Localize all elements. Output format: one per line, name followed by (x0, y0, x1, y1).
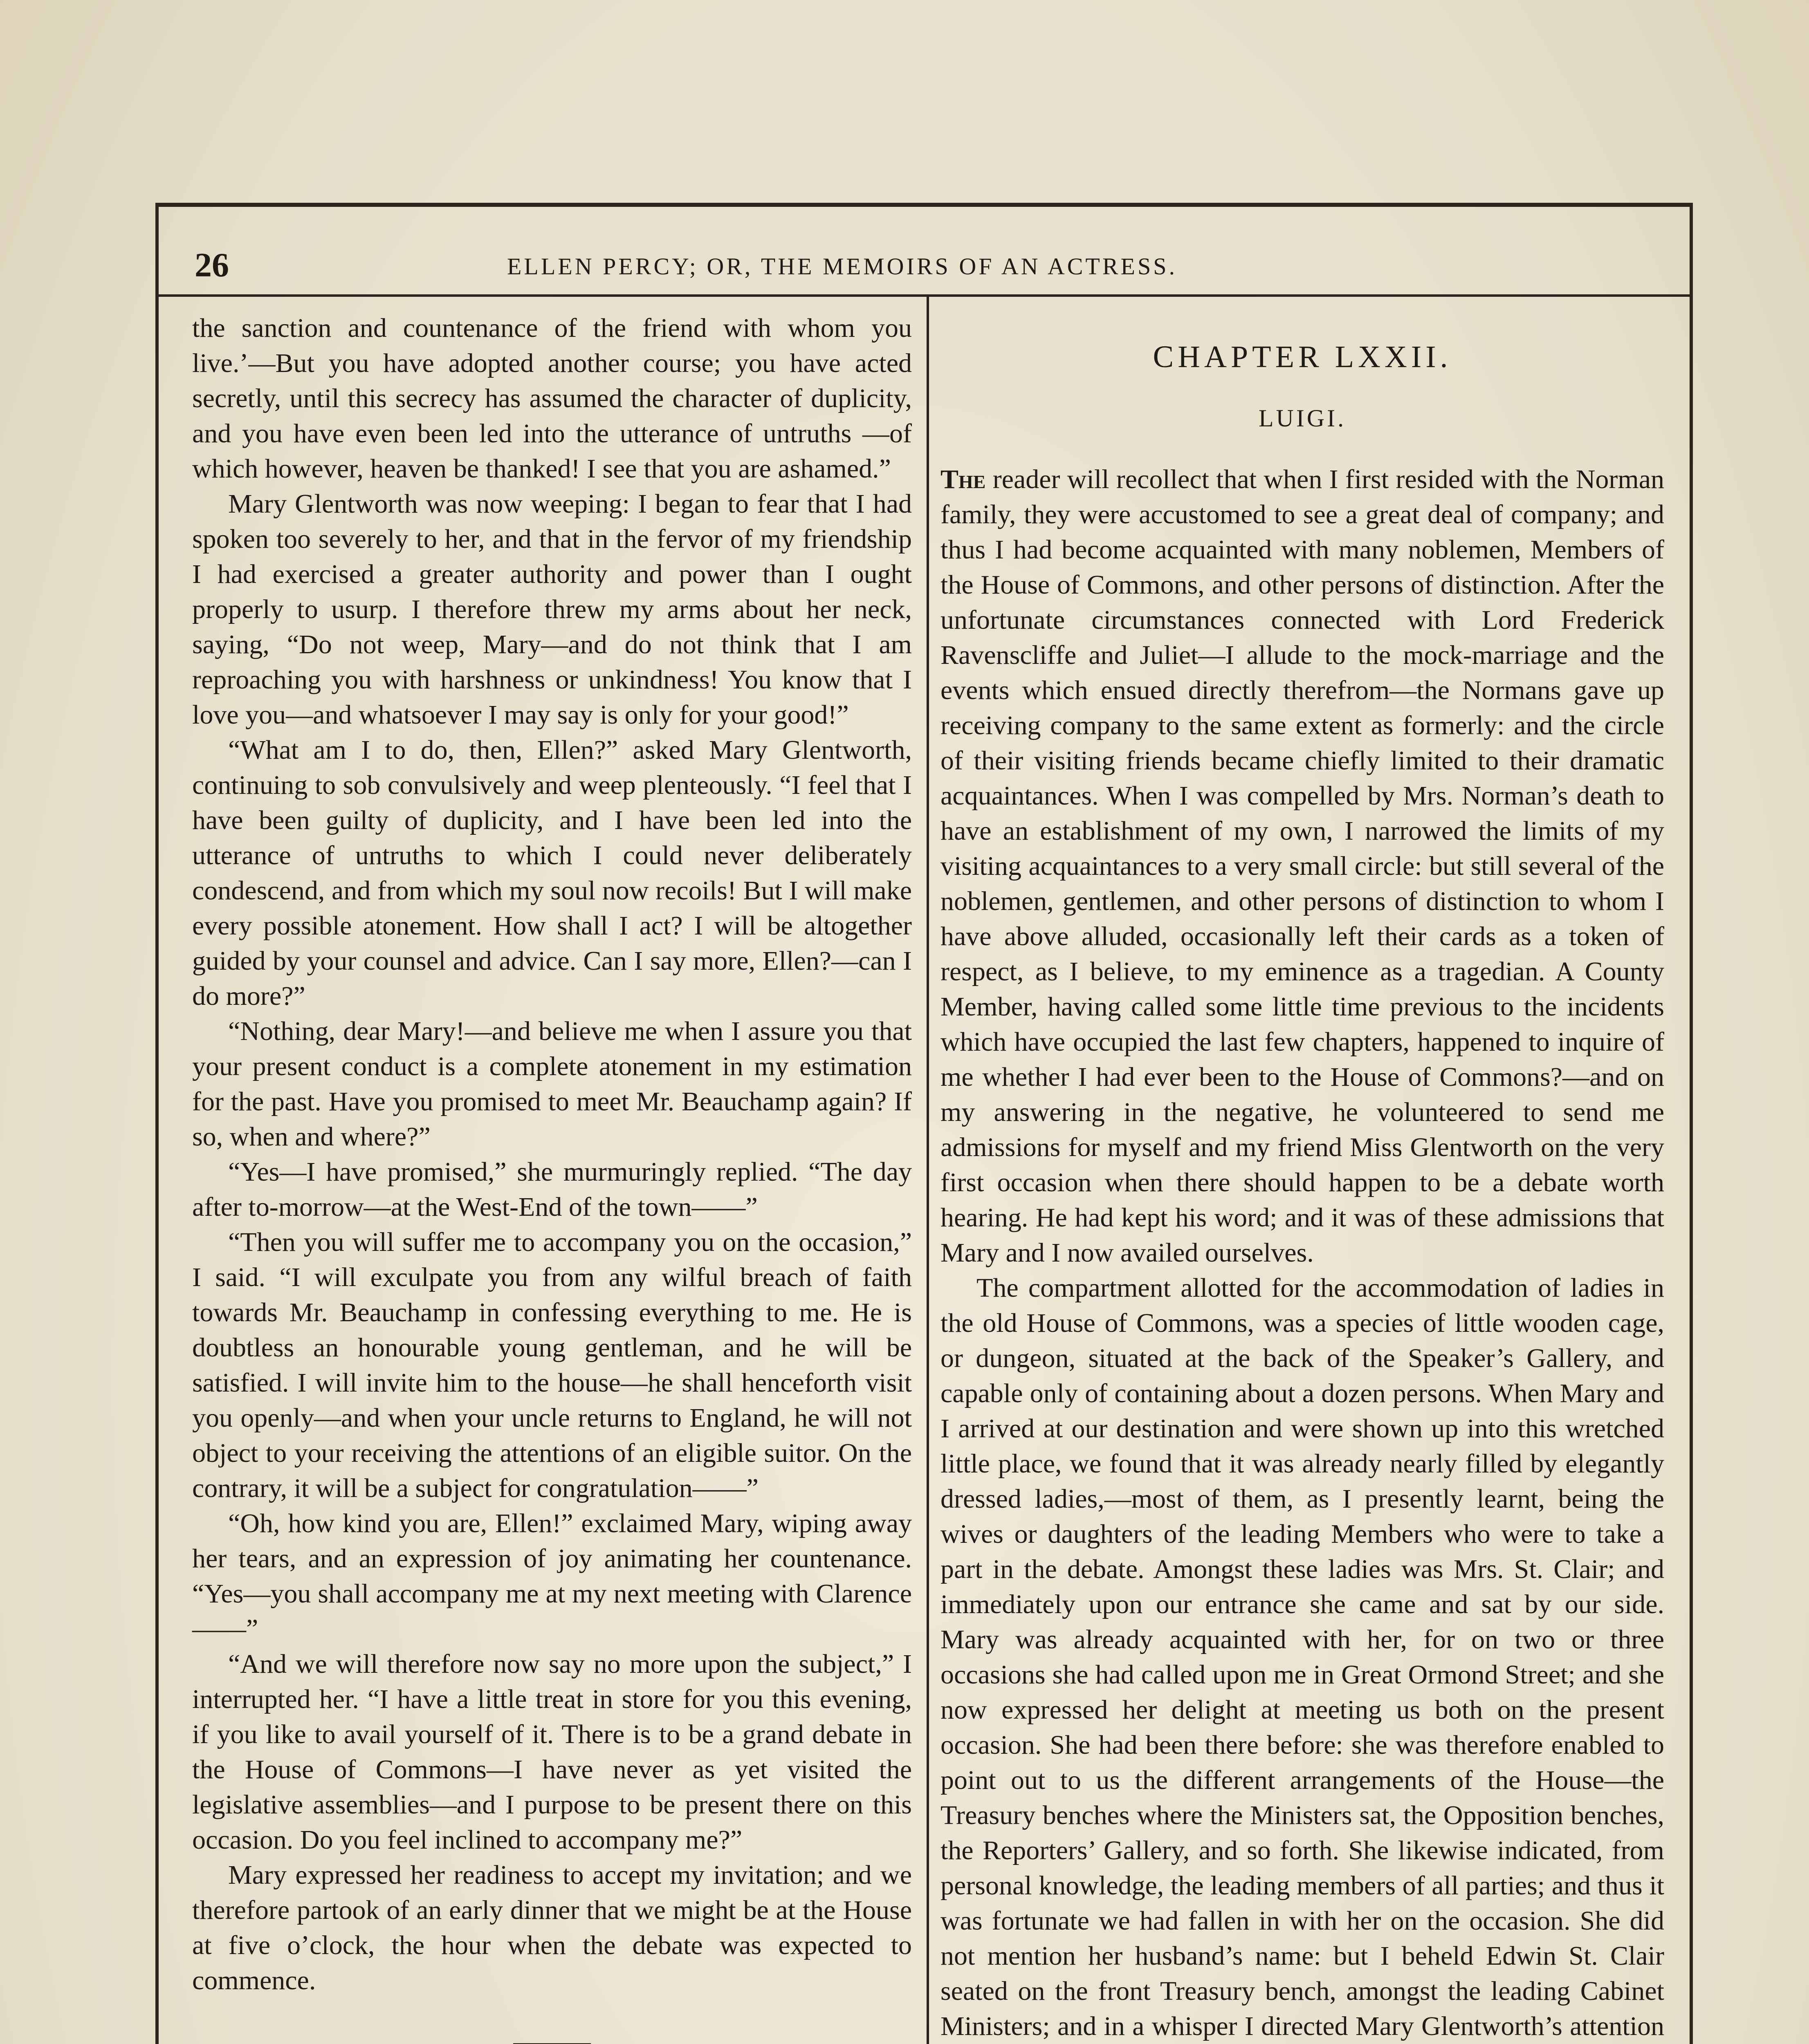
paragraph: “Then you will suffer me to accompany you on the occasion,” I said. “I will exculpate you from any wilful breach of faith towards Mr. Beauchamp in confessing everything to me. He is doubtless an honourable young gentleman, and he will be satisfied. I will invite him to the house—he shall henceforth visit you openly—and when your uncle returns to England, he will not object to your receiving the attentions of an eligible suitor. On the contrary, it will be a subject for congratulation——” (192, 1227, 912, 1503)
chapter-subtitle: LUIGI. (1258, 405, 1347, 432)
page-number: 26 (195, 246, 229, 284)
paragraph: “Oh, how kind you are, Ellen!” exclaimed Mary, wiping away her tears, and an expression of joy animating her countenance. “Yes—you shall accompany me at my next meeting with Clarence——” (192, 1508, 912, 1644)
paragraph: “And we will therefore now say no more upon the subject,” I interrupted her. “I have a little treat in store for you this evening, if you like to avail yourself of it. There is to be a grand debate in the House of Commons—I have never as yet visited the legislative assemblies—and I purpose to be present there on this occasion. Do you feel inclined to accompany me?” (192, 1649, 912, 1855)
right-border-rule (1690, 203, 1693, 2044)
header-rule (155, 294, 1693, 297)
column-divider (927, 297, 929, 2044)
left-border-rule (155, 203, 159, 2044)
paragraph: the sanction and countenance of the friend with whom you live.’—But you have adopted another course; you have acted secretly, until this secrecy has assumed the character of duplicity, and you have even been led into the utterance of untruths —of which however, heaven be thanked! I see that you are ashamed.” (192, 313, 912, 484)
paragraph: “What am I to do, then, Ellen?” asked Mary Glentworth, continuing to sob convulsively and weep plenteously. “I feel that I have been guilty of duplicity, and I have been led into the utterance of untruths to which I could never deliberately condescend, and from which my soul now recoils! But I will make every possible atonement. How shall I act? I will be altogether guided by your counsel and advice. Can I say more, Ellen?—can I do more?” (192, 735, 912, 1011)
right-column (940, 311, 1664, 2044)
running-title: ELLEN PERCY; OR, THE MEMOIRS OF AN ACTRESS. (507, 253, 1177, 280)
chapter-title: CHAPTER LXXII. (1153, 340, 1452, 374)
paragraph (940, 462, 1664, 1271)
paragraph: “Nothing, dear Mary!—and believe me when I assure you that your present conduct is a complete atonement in my estimation for the past. Have you promised to meet Mr. Beauchamp again? If so, when and where?” (192, 1016, 912, 1152)
paragraph: The compartment allotted for the accommodation of ladies in the old House of Commons, was a species of little wooden cage, or dungeon, situated at the back of the Speaker’s Gallery, and capable only of containing about a dozen persons. When Mary and I arrived at our destination and were shown up into this wretched little place, we found that it was already nearly filled by elegantly dressed ladies,—most of them, as I presently learnt, being the wives or daughters of the leading Members who were to take a part in the debate. Amongst these ladies was Mrs. St. Clair; and immediately upon our entrance she came and sat by our side. Mary was already acquainted with her, for on two or three occasions she had called upon me in Great Ormond Street; and she now expressed her delight at meeting us both on the present occasion. She had been there before: she was therefore enabled to point out to us the different arrangements of the House—the Treasury benches where the Ministers sat, the Opposition benches, the Reporters’ Gallery, and so forth. She likewise indicated, from personal knowledge, the leading members of all parties; and thus it was fortunate we had fallen in with her on the occasion. She did not mention her husband’s name: but I beheld Edwin St. Clair seated on the front Treasury bench, amongst the leading Cabinet Ministers; and in a whisper I directed Mary Glentworth’s attention (940, 1273, 1664, 2041)
top-rule (155, 203, 1693, 207)
opening-word: The (940, 464, 986, 494)
left-column (192, 311, 912, 2044)
paragraph: “Yes—I have promised,” she murmuringly replied. “The day after to-morrow—at the West-End of the town——” (192, 1157, 912, 1222)
paragraph: Mary expressed her readiness to accept my invitation; and we therefore partook of an early dinner that we might be at the House at five o’clock, the hour when the debate was expected to commence. (192, 1860, 912, 1995)
paragraph: Mary Glentworth was now weeping: I began to fear that I had spoken too severely to her, and that in the fervor of my friendship I had exercised a greater authority and power than I ought properly to usurp. I therefore threw my arms about her neck, saying, “Do not weep, Mary—and do not think that I am reproaching you with harshness or unkindness! You know that I love you—and whatsoever I may say is only for your good!” (192, 489, 912, 730)
paragraph-text: reader will recollect that when I first resided with the Norman family, they were accustomed to see a great deal of company; and thus I had become acquainted with many noblemen, Members of the House of Commons, and other persons of distinction. After the unfortunate circumstances connected with Lord Frederick Ravenscliffe and Juliet—I allude to the mock-marriage and the events which ensued directly therefrom—the Normans gave up receiving company to the same extent as formerly: and the circle of their visiting friends became chiefly limited to their dramatic acquaintances. When I was compelled by Mrs. Norman’s death to have an establishment of my own, I narrowed the limits of my visiting acquaintances to a very small circle: but still several of the noblemen, gentlemen, and other persons of distinction to whom I have above alluded, occasionally left their cards as a token of respect, as I believe, to my eminence as a tragedian. A County Member, having called some little time previous to the incidents which have occupied the last few chapters, happened to inquire of me whether I had ever been to the House of Commons?—and on my answering in the negative, he volunteered to send me admissions for myself and my friend Miss Glentworth on the very first occasion when there should happen to be a debate worth hearing. He had kept his word; and it was of these admissions that Mary and I now availed ourselves. (940, 464, 1664, 1268)
